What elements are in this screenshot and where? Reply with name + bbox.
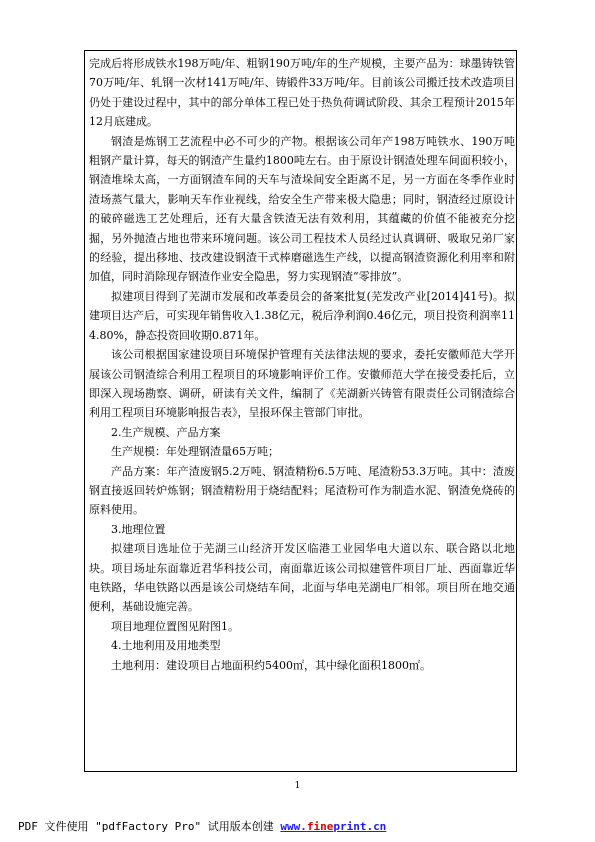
paragraph-1: 完成后将形成铁水198万吨/年、粗钢190万吨/年的生产规模，主要产品为：球墨铸铁管70万吨/年、轧钢一次材141万吨/年、铸锻件33万吨/年。目前该公司搬迁技术改造项目仍处于建设过程中，其中的部分单体工程已处于热负荷调试阶段、其余工程预计2015年12月底建成。 xyxy=(89,57,515,129)
paragraph-2: 钢渣是炼钢工艺流程中必不可少的产物。根据该公司年产198万吨铁水、190万吨粗钢产量计算，每天的钢渣产生量约1800吨左右。由于原设计钢渣处理车间面积较小，钢渣堆垛太高，一方面钢渣车间的天车与渣垛间安全距离不足，另一方面在冬季作业时渣场蒸气量大，影响天车作业视线，给安全生产带来极大隐患；同时，钢渣经过原设计的破碎磁选工艺处理后，还有大量含铁渣无法有效利用，其蕴藏的价值不能被充分挖掘，另外抛渣占地也带来环境问题。该公司工程技术人员经过认真调研、吸取兄弟厂家的经验，提出移地、技改建设钢渣干式棒磨磁选生产线，以提高钢渣资源化利用率和附加值，同时消除现存钢渣作业安全隐患，努力实现钢渣“零排放”。 xyxy=(89,134,515,284)
paragraph-map-ref: 项目地理位置图见附图1。 xyxy=(111,619,239,633)
footer-link-suffix: print.cn xyxy=(333,820,387,833)
paragraph-3: 拟建项目得到了芜湖市发展和改革委员会的备案批复(芜发改产业[2014]41号)。拟建项目达产后，可实现年销售收入1.38亿元，税后净利润0.46亿元，项目投资利润率114.80%，静态投资回收期0.871年。 xyxy=(89,289,515,342)
pdf-footer xyxy=(18,818,386,834)
section-heading-land: 4.土地利用及用地类型 xyxy=(111,639,221,653)
paragraph-scale: 生产规模：年处理钢渣量65万吨； xyxy=(111,445,279,459)
footer-link[interactable] xyxy=(280,820,386,833)
page-number: 1 xyxy=(294,781,301,791)
footer-link-prefix: www. xyxy=(280,820,307,833)
paragraph-4: 该公司根据国家建设项目环境保护管理有关法律法规的要求，委托安徽师范大学开展该公司钢渣综合利用工程项目的环境影响评价工作。安徽师范大学在接受委托后，立即深入现场勘察、调研，研读有关文件，编制了《芜湖新兴铸管有限责任公司钢渣综合利用工程项目环境影响报告表》，呈报环保主管部门审批。 xyxy=(89,348,515,420)
footer-link-highlight: fine xyxy=(306,820,334,833)
paragraph-location: 拟建项目选址位于芜湖三山经济开发区临港工业园华电大道以东、联合路以北地块。项目场址东面靠近君华科技公司，南面靠近该公司拟建管件项目厂址、西面靠近华电铁路，华电铁路以西是该公司烧结车间，北面与华电芜湖电厂相邻。项目所在地交通便利，基础设施完善。 xyxy=(89,542,515,614)
section-heading-scale: 2.生产规模、产品方案 xyxy=(111,425,221,439)
footer-text: PDF 文件使用 "pdfFactory Pro" 试用版本创建 xyxy=(18,820,281,833)
section-heading-location: 3.地理位置 xyxy=(111,522,166,536)
paragraph-land: 土地利用：建设项目占地面积约5400㎡，其中绿化面积1800㎡。 xyxy=(111,658,431,672)
document-body xyxy=(89,54,515,675)
paragraph-products: 产品方案：年产渣废钢5.2万吨、钢渣精粉6.5万吨、尾渣粉53.3万吨。其中：渣废钢直接返回转炉炼钢；钢渣精粉用于烧结配料；尾渣粉可作为制造水泥、钢渣免烧砖的原料使用。 xyxy=(89,464,515,517)
